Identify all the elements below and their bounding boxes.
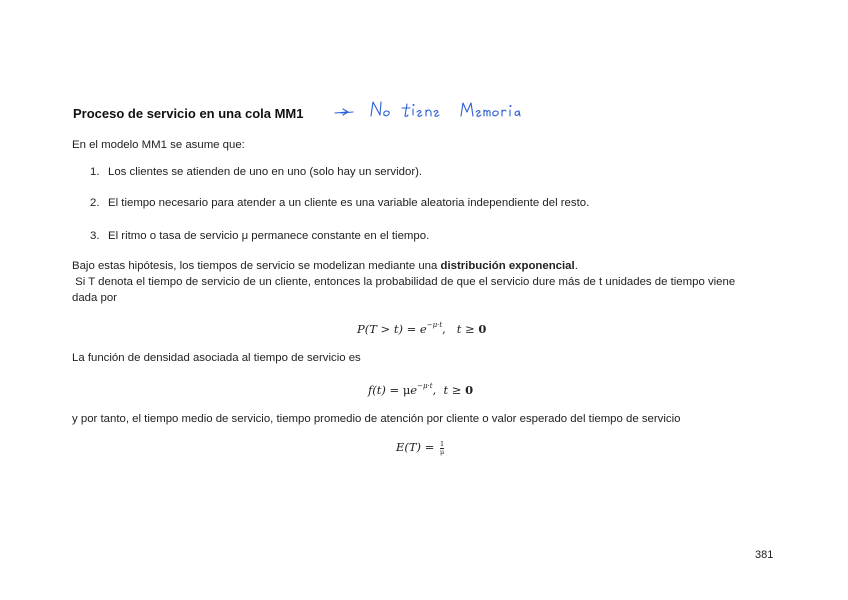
list-text: Los clientes se atienden de uno en uno (solo hay un servidor). [108, 166, 423, 178]
formula-density: $f(t) = \mu e^{-\mu\cdot t}$, t ≥ 0 [368, 382, 474, 397]
list-item [90, 230, 429, 242]
formula-condition: t ≥ [456, 322, 479, 336]
formula-condition: t ≥ [443, 383, 466, 397]
paragraph-mean: y por tanto, el tiempo medio de servicio, tiempo promedio de atención por cliente o valor esperado del tiempo de servicio [72, 413, 681, 425]
paragraph-period: . [574, 260, 578, 272]
formula-exponent: −μ·t [417, 382, 433, 390]
formula-condition-value: 0 [465, 383, 474, 397]
fraction [440, 441, 444, 456]
list-number: 2. [90, 197, 100, 209]
section-title: Proceso de servicio en una cola MM1 [73, 106, 304, 121]
paragraph-hypothesis [72, 258, 762, 274]
bold-term: distribución exponencial [440, 260, 575, 272]
formula-survival: $P(T > t) = e^{-\mu\cdot t}$, t ≥ 0 [357, 321, 487, 336]
formula-lhs: P(T > t) = e [357, 322, 427, 336]
formula-exponent: −μ·t [426, 321, 443, 329]
list-number: 3. [90, 230, 100, 242]
paragraph-density: La función de densidad asociada al tiempo de servicio es [72, 352, 361, 364]
paragraph-definition: Si T denota el tiempo de servicio de un cliente, entonces la probabilidad de que el servicio dure más de t unidades de tiempo viene dada por [72, 276, 739, 304]
formula-lhs: E(T) = [396, 440, 438, 454]
list-item [90, 197, 589, 209]
list-item [90, 166, 422, 178]
list-text: El ritmo o tasa de servicio μ permanece constante en el tiempo. [108, 230, 430, 242]
list-text: El tiempo necesario para atender a un cliente es una variable aleatoria independiente del resto. [108, 197, 590, 209]
formula-mu: μ [402, 383, 411, 397]
list-number: 1. [90, 166, 100, 178]
handwritten-annotation [333, 98, 533, 124]
formula-expectation [396, 440, 444, 456]
intro-text: En el modelo MM1 se asume que: [72, 139, 245, 151]
paragraph-text: Bajo estas hipótesis, los tiempos de servicio se modelizan mediante una [72, 260, 441, 272]
formula-lhs: f(t) = [368, 383, 403, 397]
fraction-denominator: μ [440, 447, 445, 456]
fraction-numerator: 1 [440, 439, 445, 448]
formula-e: e [410, 383, 418, 397]
formula-condition-value: 0 [478, 322, 487, 336]
page-number: 381 [755, 549, 774, 561]
